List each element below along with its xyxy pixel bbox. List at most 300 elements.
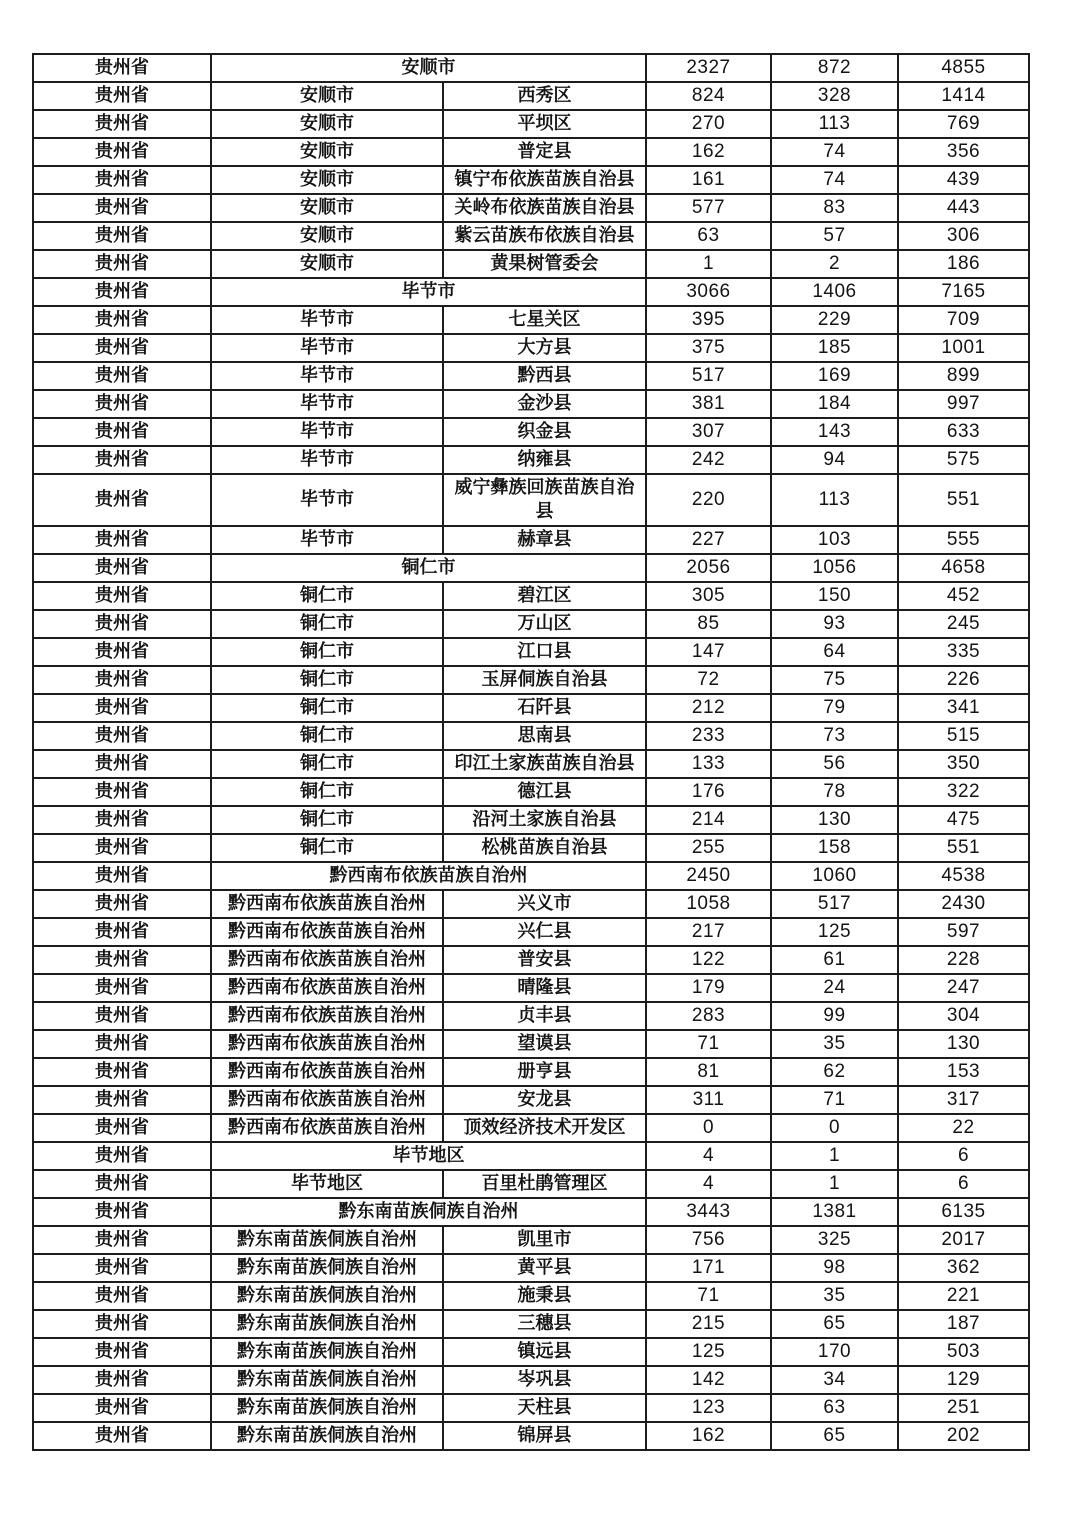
cell-county: 安龙县 xyxy=(443,1086,646,1114)
cell-county: 织金县 xyxy=(443,418,646,446)
cell-county: 望谟县 xyxy=(443,1030,646,1058)
cell-county: 玉屏侗族自治县 xyxy=(443,666,646,694)
table-row xyxy=(33,1338,1029,1366)
cell-city: 安顺市 xyxy=(211,222,443,250)
cell-province: 贵州省 xyxy=(33,974,211,1002)
cell-value-2: 185 xyxy=(771,334,898,362)
cell-county: 纳雍县 xyxy=(443,446,646,474)
table-row xyxy=(33,1394,1029,1422)
cell-value-2: 78 xyxy=(771,778,898,806)
table-row xyxy=(33,194,1029,222)
cell-city: 毕节市 xyxy=(211,446,443,474)
cell-value-2: 113 xyxy=(771,474,898,526)
cell-city: 黔西南布依族苗族自治州 xyxy=(211,1030,443,1058)
cell-city: 黔西南布依族苗族自治州 xyxy=(211,946,443,974)
cell-value-3: 899 xyxy=(898,362,1029,390)
cell-region-merged: 黔东南苗族侗族自治州 xyxy=(211,1198,646,1226)
cell-value-2: 143 xyxy=(771,418,898,446)
cell-city: 安顺市 xyxy=(211,194,443,222)
table-body xyxy=(33,54,1029,1450)
cell-value-3: 202 xyxy=(898,1422,1029,1450)
table-row xyxy=(33,722,1029,750)
cell-value-3: 6 xyxy=(898,1142,1029,1170)
table-row xyxy=(33,1030,1029,1058)
cell-value-1: 395 xyxy=(646,306,771,334)
cell-province: 贵州省 xyxy=(33,82,211,110)
cell-value-1: 162 xyxy=(646,1422,771,1450)
cell-province: 贵州省 xyxy=(33,1058,211,1086)
cell-province: 贵州省 xyxy=(33,666,211,694)
cell-value-3: 997 xyxy=(898,390,1029,418)
cell-province: 贵州省 xyxy=(33,194,211,222)
cell-value-3: 322 xyxy=(898,778,1029,806)
cell-value-3: 551 xyxy=(898,474,1029,526)
cell-value-1: 85 xyxy=(646,610,771,638)
cell-value-3: 341 xyxy=(898,694,1029,722)
cell-value-3: 356 xyxy=(898,138,1029,166)
cell-province: 贵州省 xyxy=(33,834,211,862)
cell-city: 毕节市 xyxy=(211,418,443,446)
cell-city: 黔东南苗族侗族自治州 xyxy=(211,1254,443,1282)
cell-value-2: 35 xyxy=(771,1030,898,1058)
cell-value-2: 24 xyxy=(771,974,898,1002)
cell-province: 贵州省 xyxy=(33,1394,211,1422)
cell-province: 贵州省 xyxy=(33,862,211,890)
cell-value-3: 769 xyxy=(898,110,1029,138)
cell-value-3: 4538 xyxy=(898,862,1029,890)
cell-value-2: 1 xyxy=(771,1142,898,1170)
cell-county: 册亨县 xyxy=(443,1058,646,1086)
cell-value-2: 63 xyxy=(771,1394,898,1422)
table-row xyxy=(33,1058,1029,1086)
table-row xyxy=(33,1170,1029,1198)
cell-value-3: 439 xyxy=(898,166,1029,194)
table-row xyxy=(33,806,1029,834)
cell-province: 贵州省 xyxy=(33,1030,211,1058)
cell-county: 德江县 xyxy=(443,778,646,806)
cell-city: 铜仁市 xyxy=(211,638,443,666)
cell-city: 铜仁市 xyxy=(211,666,443,694)
cell-county: 印江土家族苗族自治县 xyxy=(443,750,646,778)
table-row xyxy=(33,918,1029,946)
table-row xyxy=(33,666,1029,694)
cell-value-3: 153 xyxy=(898,1058,1029,1086)
table-row xyxy=(33,166,1029,194)
cell-city: 黔东南苗族侗族自治州 xyxy=(211,1366,443,1394)
cell-county: 顶效经济技术开发区 xyxy=(443,1114,646,1142)
cell-value-3: 709 xyxy=(898,306,1029,334)
cell-city: 黔东南苗族侗族自治州 xyxy=(211,1394,443,1422)
cell-province: 贵州省 xyxy=(33,946,211,974)
cell-county: 赫章县 xyxy=(443,526,646,554)
cell-value-1: 577 xyxy=(646,194,771,222)
cell-value-3: 306 xyxy=(898,222,1029,250)
cell-value-2: 130 xyxy=(771,806,898,834)
cell-value-1: 2450 xyxy=(646,862,771,890)
cell-county: 平坝区 xyxy=(443,110,646,138)
cell-value-2: 1 xyxy=(771,1170,898,1198)
cell-value-2: 113 xyxy=(771,110,898,138)
cell-value-2: 1381 xyxy=(771,1198,898,1226)
cell-county: 百里杜鹃管理区 xyxy=(443,1170,646,1198)
table-row xyxy=(33,1422,1029,1450)
cell-value-1: 142 xyxy=(646,1366,771,1394)
table-row xyxy=(33,1226,1029,1254)
cell-value-1: 161 xyxy=(646,166,771,194)
cell-province: 贵州省 xyxy=(33,1002,211,1030)
cell-value-1: 305 xyxy=(646,582,771,610)
cell-province: 贵州省 xyxy=(33,1198,211,1226)
cell-value-1: 171 xyxy=(646,1254,771,1282)
cell-province: 贵州省 xyxy=(33,610,211,638)
cell-value-1: 233 xyxy=(646,722,771,750)
cell-county: 黔西县 xyxy=(443,362,646,390)
cell-county: 石阡县 xyxy=(443,694,646,722)
cell-value-2: 98 xyxy=(771,1254,898,1282)
cell-city: 黔东南苗族侗族自治州 xyxy=(211,1282,443,1310)
table-row xyxy=(33,1086,1029,1114)
cell-value-2: 61 xyxy=(771,946,898,974)
table-row xyxy=(33,1282,1029,1310)
cell-province: 贵州省 xyxy=(33,1142,211,1170)
cell-value-1: 81 xyxy=(646,1058,771,1086)
cell-county: 普安县 xyxy=(443,946,646,974)
table-row xyxy=(33,1002,1029,1030)
cell-value-1: 162 xyxy=(646,138,771,166)
table-row xyxy=(33,638,1029,666)
cell-city: 毕节市 xyxy=(211,306,443,334)
cell-value-1: 179 xyxy=(646,974,771,1002)
cell-province: 贵州省 xyxy=(33,1226,211,1254)
cell-city: 安顺市 xyxy=(211,110,443,138)
cell-province: 贵州省 xyxy=(33,778,211,806)
cell-value-1: 255 xyxy=(646,834,771,862)
cell-value-2: 56 xyxy=(771,750,898,778)
cell-county: 关岭布依族苗族自治县 xyxy=(443,194,646,222)
cell-value-2: 62 xyxy=(771,1058,898,1086)
cell-value-3: 2430 xyxy=(898,890,1029,918)
cell-city: 黔西南布依族苗族自治州 xyxy=(211,974,443,1002)
cell-value-2: 158 xyxy=(771,834,898,862)
cell-value-3: 22 xyxy=(898,1114,1029,1142)
cell-city: 黔西南布依族苗族自治州 xyxy=(211,1114,443,1142)
table-row xyxy=(33,974,1029,1002)
cell-value-3: 228 xyxy=(898,946,1029,974)
table-row xyxy=(33,474,1029,526)
cell-region-merged: 铜仁市 xyxy=(211,554,646,582)
cell-value-1: 2056 xyxy=(646,554,771,582)
cell-value-3: 4855 xyxy=(898,54,1029,82)
cell-value-1: 212 xyxy=(646,694,771,722)
cell-value-3: 633 xyxy=(898,418,1029,446)
cell-province: 贵州省 xyxy=(33,306,211,334)
cell-city: 黔西南布依族苗族自治州 xyxy=(211,918,443,946)
cell-value-3: 362 xyxy=(898,1254,1029,1282)
cell-city: 铜仁市 xyxy=(211,694,443,722)
cell-province: 贵州省 xyxy=(33,694,211,722)
cell-city: 铜仁市 xyxy=(211,722,443,750)
cell-value-1: 63 xyxy=(646,222,771,250)
cell-value-1: 123 xyxy=(646,1394,771,1422)
cell-city: 黔东南苗族侗族自治州 xyxy=(211,1310,443,1338)
cell-value-2: 1056 xyxy=(771,554,898,582)
region-stats-table xyxy=(32,53,1030,1451)
cell-value-3: 7165 xyxy=(898,278,1029,306)
cell-province: 贵州省 xyxy=(33,582,211,610)
table-row xyxy=(33,418,1029,446)
cell-value-2: 75 xyxy=(771,666,898,694)
cell-value-2: 872 xyxy=(771,54,898,82)
cell-county: 黄果树管委会 xyxy=(443,250,646,278)
table-row xyxy=(33,278,1029,306)
cell-province: 贵州省 xyxy=(33,890,211,918)
cell-value-1: 4 xyxy=(646,1142,771,1170)
cell-value-3: 597 xyxy=(898,918,1029,946)
cell-city: 毕节市 xyxy=(211,334,443,362)
cell-county: 镇宁布依族苗族自治县 xyxy=(443,166,646,194)
cell-value-3: 221 xyxy=(898,1282,1029,1310)
cell-value-3: 4658 xyxy=(898,554,1029,582)
table-row xyxy=(33,610,1029,638)
cell-province: 贵州省 xyxy=(33,278,211,306)
cell-value-2: 34 xyxy=(771,1366,898,1394)
cell-value-3: 555 xyxy=(898,526,1029,554)
cell-city: 黔东南苗族侗族自治州 xyxy=(211,1422,443,1450)
table-row xyxy=(33,750,1029,778)
cell-value-2: 150 xyxy=(771,582,898,610)
cell-value-2: 169 xyxy=(771,362,898,390)
cell-county: 江口县 xyxy=(443,638,646,666)
cell-value-2: 65 xyxy=(771,1422,898,1450)
cell-city: 毕节地区 xyxy=(211,1170,443,1198)
cell-value-3: 515 xyxy=(898,722,1029,750)
cell-value-1: 283 xyxy=(646,1002,771,1030)
cell-city: 毕节市 xyxy=(211,526,443,554)
cell-value-1: 242 xyxy=(646,446,771,474)
cell-value-3: 6 xyxy=(898,1170,1029,1198)
cell-value-2: 103 xyxy=(771,526,898,554)
cell-county: 思南县 xyxy=(443,722,646,750)
cell-county: 万山区 xyxy=(443,610,646,638)
cell-value-1: 307 xyxy=(646,418,771,446)
cell-value-2: 184 xyxy=(771,390,898,418)
cell-value-1: 270 xyxy=(646,110,771,138)
cell-value-3: 443 xyxy=(898,194,1029,222)
cell-value-2: 93 xyxy=(771,610,898,638)
cell-value-3: 130 xyxy=(898,1030,1029,1058)
cell-city: 黔东南苗族侗族自治州 xyxy=(211,1338,443,1366)
cell-county: 锦屏县 xyxy=(443,1422,646,1450)
cell-county: 三穗县 xyxy=(443,1310,646,1338)
table-row xyxy=(33,554,1029,582)
cell-province: 贵州省 xyxy=(33,1254,211,1282)
cell-value-3: 1001 xyxy=(898,334,1029,362)
cell-county: 金沙县 xyxy=(443,390,646,418)
cell-value-2: 57 xyxy=(771,222,898,250)
cell-province: 贵州省 xyxy=(33,750,211,778)
cell-value-1: 311 xyxy=(646,1086,771,1114)
table-row xyxy=(33,582,1029,610)
table-row xyxy=(33,138,1029,166)
cell-value-2: 99 xyxy=(771,1002,898,1030)
cell-value-3: 575 xyxy=(898,446,1029,474)
table-row xyxy=(33,1310,1029,1338)
table-row xyxy=(33,778,1029,806)
cell-city: 毕节市 xyxy=(211,474,443,526)
cell-value-3: 6135 xyxy=(898,1198,1029,1226)
cell-city: 黔西南布依族苗族自治州 xyxy=(211,1058,443,1086)
cell-value-3: 245 xyxy=(898,610,1029,638)
cell-county: 贞丰县 xyxy=(443,1002,646,1030)
cell-value-2: 1060 xyxy=(771,862,898,890)
cell-value-1: 72 xyxy=(646,666,771,694)
cell-value-3: 1414 xyxy=(898,82,1029,110)
cell-city: 铜仁市 xyxy=(211,610,443,638)
cell-value-2: 73 xyxy=(771,722,898,750)
cell-value-1: 125 xyxy=(646,1338,771,1366)
cell-county: 天柱县 xyxy=(443,1394,646,1422)
cell-province: 贵州省 xyxy=(33,806,211,834)
cell-value-1: 381 xyxy=(646,390,771,418)
cell-value-3: 186 xyxy=(898,250,1029,278)
cell-value-2: 83 xyxy=(771,194,898,222)
cell-province: 贵州省 xyxy=(33,418,211,446)
table-row xyxy=(33,306,1029,334)
table-row xyxy=(33,250,1029,278)
cell-county: 镇远县 xyxy=(443,1338,646,1366)
cell-value-1: 147 xyxy=(646,638,771,666)
cell-value-1: 3066 xyxy=(646,278,771,306)
cell-province: 贵州省 xyxy=(33,1310,211,1338)
cell-city: 黔西南布依族苗族自治州 xyxy=(211,1002,443,1030)
cell-city: 铜仁市 xyxy=(211,582,443,610)
cell-county: 凯里市 xyxy=(443,1226,646,1254)
cell-province: 贵州省 xyxy=(33,722,211,750)
cell-county: 兴义市 xyxy=(443,890,646,918)
cell-value-2: 2 xyxy=(771,250,898,278)
cell-city: 铜仁市 xyxy=(211,834,443,862)
cell-province: 贵州省 xyxy=(33,446,211,474)
cell-value-1: 220 xyxy=(646,474,771,526)
cell-value-2: 125 xyxy=(771,918,898,946)
cell-province: 贵州省 xyxy=(33,362,211,390)
cell-city: 铜仁市 xyxy=(211,778,443,806)
table-row xyxy=(33,862,1029,890)
cell-county: 紫云苗族布依族自治县 xyxy=(443,222,646,250)
cell-value-3: 350 xyxy=(898,750,1029,778)
cell-city: 毕节市 xyxy=(211,390,443,418)
cell-county: 黄平县 xyxy=(443,1254,646,1282)
table-row xyxy=(33,526,1029,554)
table-row xyxy=(33,446,1029,474)
cell-value-2: 325 xyxy=(771,1226,898,1254)
cell-county: 晴隆县 xyxy=(443,974,646,1002)
cell-city: 铜仁市 xyxy=(211,750,443,778)
cell-value-1: 1058 xyxy=(646,890,771,918)
table-row xyxy=(33,54,1029,82)
cell-county: 沿河土家族自治县 xyxy=(443,806,646,834)
cell-value-2: 64 xyxy=(771,638,898,666)
cell-county: 西秀区 xyxy=(443,82,646,110)
cell-region-merged: 毕节市 xyxy=(211,278,646,306)
cell-value-1: 217 xyxy=(646,918,771,946)
cell-province: 贵州省 xyxy=(33,554,211,582)
cell-value-2: 0 xyxy=(771,1114,898,1142)
cell-value-1: 71 xyxy=(646,1282,771,1310)
cell-county: 七星关区 xyxy=(443,306,646,334)
cell-province: 贵州省 xyxy=(33,474,211,526)
cell-value-3: 226 xyxy=(898,666,1029,694)
cell-province: 贵州省 xyxy=(33,1170,211,1198)
cell-value-3: 317 xyxy=(898,1086,1029,1114)
cell-county: 碧江区 xyxy=(443,582,646,610)
table-row xyxy=(33,82,1029,110)
cell-province: 贵州省 xyxy=(33,110,211,138)
cell-value-2: 65 xyxy=(771,1310,898,1338)
cell-value-3: 475 xyxy=(898,806,1029,834)
cell-value-3: 452 xyxy=(898,582,1029,610)
cell-region-merged: 黔西南布依族苗族自治州 xyxy=(211,862,646,890)
cell-value-1: 71 xyxy=(646,1030,771,1058)
cell-value-1: 517 xyxy=(646,362,771,390)
cell-region-merged: 毕节地区 xyxy=(211,1142,646,1170)
cell-value-3: 551 xyxy=(898,834,1029,862)
cell-value-1: 1 xyxy=(646,250,771,278)
cell-province: 贵州省 xyxy=(33,138,211,166)
cell-county: 大方县 xyxy=(443,334,646,362)
cell-value-3: 335 xyxy=(898,638,1029,666)
table-row xyxy=(33,1114,1029,1142)
cell-value-2: 94 xyxy=(771,446,898,474)
cell-value-3: 503 xyxy=(898,1338,1029,1366)
table-row xyxy=(33,694,1029,722)
cell-city: 安顺市 xyxy=(211,138,443,166)
cell-value-2: 35 xyxy=(771,1282,898,1310)
cell-value-1: 2327 xyxy=(646,54,771,82)
cell-value-3: 129 xyxy=(898,1366,1029,1394)
cell-county: 普定县 xyxy=(443,138,646,166)
cell-value-1: 133 xyxy=(646,750,771,778)
cell-province: 贵州省 xyxy=(33,334,211,362)
cell-value-2: 229 xyxy=(771,306,898,334)
cell-county: 岑巩县 xyxy=(443,1366,646,1394)
cell-value-3: 251 xyxy=(898,1394,1029,1422)
cell-value-2: 1406 xyxy=(771,278,898,306)
cell-province: 贵州省 xyxy=(33,54,211,82)
cell-county: 施秉县 xyxy=(443,1282,646,1310)
cell-province: 贵州省 xyxy=(33,918,211,946)
cell-province: 贵州省 xyxy=(33,1114,211,1142)
table-row xyxy=(33,834,1029,862)
table-row xyxy=(33,110,1029,138)
cell-value-1: 122 xyxy=(646,946,771,974)
cell-county: 兴仁县 xyxy=(443,918,646,946)
table-row xyxy=(33,890,1029,918)
cell-province: 贵州省 xyxy=(33,1366,211,1394)
cell-value-1: 375 xyxy=(646,334,771,362)
cell-value-2: 74 xyxy=(771,138,898,166)
cell-city: 黔东南苗族侗族自治州 xyxy=(211,1226,443,1254)
cell-county: 威宁彝族回族苗族自治县 xyxy=(443,474,646,526)
cell-value-1: 227 xyxy=(646,526,771,554)
cell-value-2: 328 xyxy=(771,82,898,110)
table-row xyxy=(33,362,1029,390)
cell-city: 安顺市 xyxy=(211,166,443,194)
cell-value-3: 247 xyxy=(898,974,1029,1002)
cell-value-2: 71 xyxy=(771,1086,898,1114)
cell-value-1: 0 xyxy=(646,1114,771,1142)
cell-value-1: 176 xyxy=(646,778,771,806)
